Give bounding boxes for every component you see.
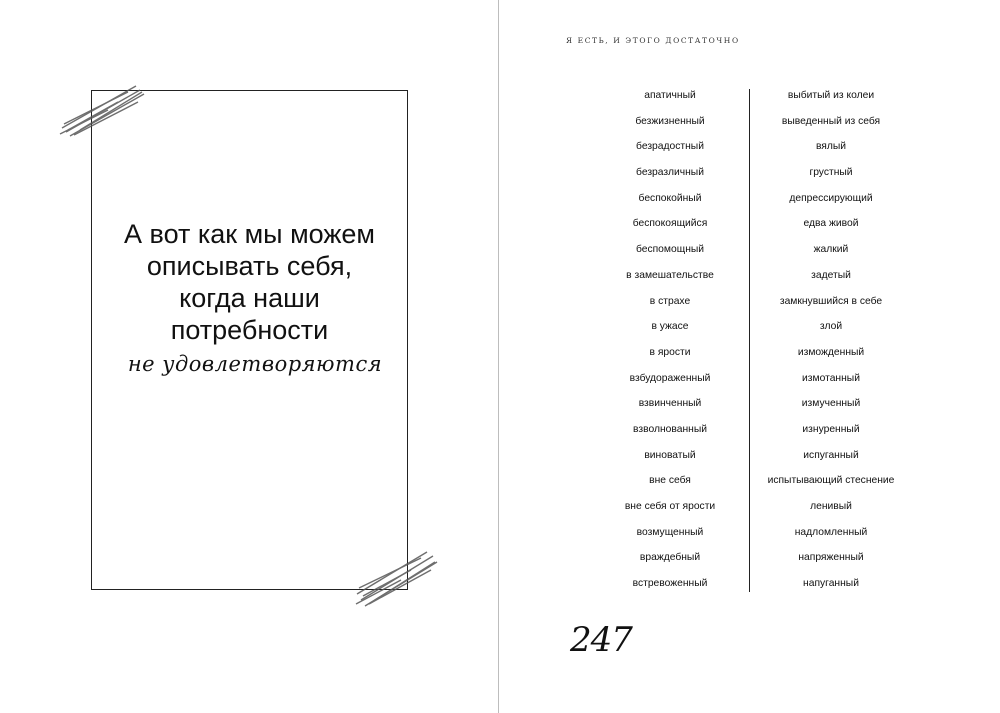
word-item: безразличный — [636, 167, 704, 179]
headline-line-2: описывать себя, — [146, 251, 353, 281]
page-number: 247 — [570, 620, 632, 660]
running-head: Я ЕСТЬ, И ЭТОГО ДОСТАТОЧНО — [566, 36, 740, 45]
word-column-right — [752, 88, 910, 602]
page-gutter — [498, 0, 499, 713]
word-item: беспокоящийся — [632, 218, 708, 230]
tape-top-left — [58, 80, 148, 140]
headline-line-1: А вот как мы можем — [124, 219, 375, 249]
word-item: вне себя — [649, 475, 691, 487]
word-item: в замешательстве — [626, 269, 714, 281]
word-item: едва живой — [803, 218, 859, 230]
word-item: задетый — [811, 269, 851, 281]
word-item: напряженный — [798, 552, 864, 564]
word-item: изможденный — [797, 346, 865, 358]
word-item: испытывающий стеснение — [767, 475, 895, 487]
word-item: напуганный — [803, 578, 859, 590]
headline-line-4: потребности — [170, 315, 329, 345]
word-item: в ярости — [649, 346, 691, 358]
word-item: вне себя от ярости — [624, 501, 716, 512]
word-item: виноватый — [644, 449, 696, 461]
word-item: депрессирующий — [789, 192, 873, 204]
word-item: беспокойный — [638, 192, 702, 204]
word-item: выбитый из колеи — [787, 90, 875, 101]
word-item: вялый — [815, 141, 847, 153]
word-item: ленивый — [810, 501, 852, 512]
word-item: выведенный из себя — [781, 115, 881, 127]
word-item: встревоженный — [632, 578, 708, 590]
script-phrase: не удовлетворяются — [127, 352, 383, 376]
word-item: надломленный — [794, 526, 868, 538]
column-divider — [749, 89, 750, 592]
word-item: взволнованный — [633, 423, 707, 435]
word-item: испуганный — [803, 449, 859, 461]
word-item: беспомощный — [635, 244, 705, 256]
word-column-left — [590, 88, 750, 602]
word-item: грустный — [809, 167, 853, 179]
word-item: злой — [819, 321, 843, 333]
word-item: взвинченный — [638, 398, 702, 410]
word-item: безрадостный — [636, 141, 704, 153]
word-item: взбудораженный — [629, 372, 711, 384]
word-item: безжизненный — [635, 115, 705, 127]
word-item: в ужасе — [651, 321, 689, 333]
tape-bottom-right — [355, 548, 440, 610]
word-item: измученный — [801, 398, 861, 410]
word-item: жалкий — [813, 244, 849, 256]
word-item: в страхе — [649, 295, 691, 307]
word-item: враждебный — [639, 552, 701, 564]
headline-line-3: когда наши — [179, 283, 320, 313]
word-item: возмущенный — [636, 526, 704, 538]
word-item: апатичный — [644, 90, 696, 101]
word-item: измотанный — [802, 372, 860, 384]
quote-headline — [91, 218, 408, 346]
word-item: замкнувшийся в себе — [779, 295, 883, 307]
word-item: изнуренный — [802, 423, 860, 435]
